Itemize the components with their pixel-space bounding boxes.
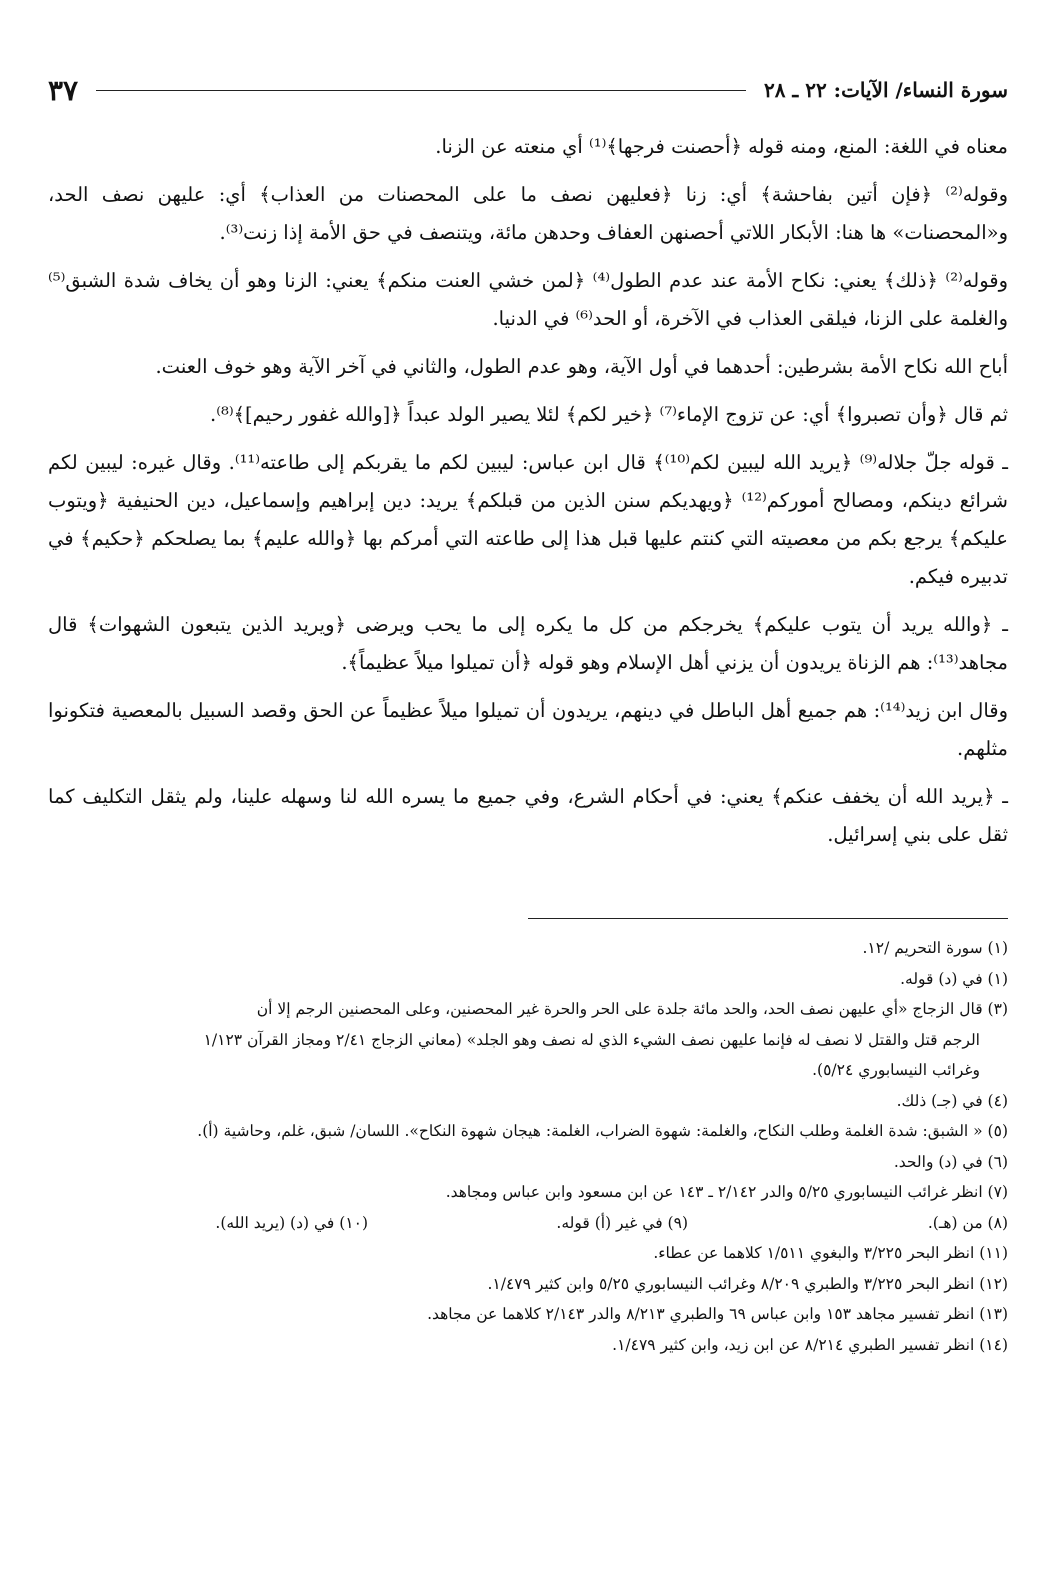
footnote: (١٤) انظر تفسير الطبري ٨/٢١٤ عن ابن زيد، وابن كثير ١/٤٧٩. — [612, 1335, 1008, 1354]
paragraph: ـ ﴿والله يريد أن يتوب عليكم﴾ يخرجكم من كل ما يكره إلى ما يحب ويرضى ﴿ويريد الذين يتبعون الشهوات﴾ قال مجاهد⁽¹³⁾: هم الزناة يريدون أن يزني أهل الإسلام وهو قوله ﴿أن تميلوا ميلاً عظيماً﴾. — [48, 613, 1008, 674]
book-page — [48, 70, 1008, 1543]
footnote: (٧) انظر غرائب النيسابوري ٥/٢٥ والدر ٢/١٤٢ ـ ١٤٣ عن ابن مسعود وابن عباس ومجاهد. — [445, 1183, 1008, 1201]
footnotes — [48, 933, 1008, 1360]
paragraph: ـ ﴿يريد الله أن يخفف عنكم﴾ يعني: في أحكام الشرع، وفي جميع ما يسره الله لنا وسهله علينا، ولم يثقل التكليف كما ثقل على بني إسرائيل. — [48, 785, 1008, 846]
footnote: (١١) انظر البحر ٣/٢٢٥ والبغوي ١/٥١١ كلاهما عن عطاء. — [653, 1244, 1008, 1262]
main-text — [48, 128, 1008, 854]
paragraph: وقوله⁽²⁾ ﴿ذلك﴾ يعني: نكاح الأمة عند عدم الطول⁽⁴⁾ ﴿لمن خشي العنت منكم﴾ يعني: الزنا وهو أن يخاف شدة الشبق⁽⁵⁾ والغلمة على الزنا، فيلقى العذاب في الآخرة، أو الحد⁽⁶⁾ في الدنيا. — [48, 269, 1009, 330]
paragraph: معناه في اللغة: المنع، ومنه قوله ﴿أحصنت فرجها﴾⁽¹⁾ أي منعته عن الزنا. — [435, 135, 1008, 158]
footnote: (٨) من (هـ). — [927, 1213, 1008, 1232]
footnote-continuation: وغرائب النيسابوري ٥/٢٤). — [812, 1061, 980, 1079]
footnote: (٤) في (جـ) ذلك. — [896, 1091, 1008, 1110]
footnote: (١٠) في (د) (يريد الله). — [215, 1213, 368, 1232]
header-rule — [96, 90, 746, 91]
footnote: (٥) « الشبق: شدة الغلمة وطلب النكاح، والغلمة: شهوة الضراب، الغلمة: هيجان شهوة النكاح». اللسان/ شبق، غلم، وحاشية (أ). — [197, 1122, 1008, 1140]
paragraph: أباح الله نكاح الأمة بشرطين: أحدهما في أول الآية، وهو عدم الطول، والثاني في آخر الآية وهو خوف العنت. — [155, 355, 1008, 378]
paragraph: ثم قال ﴿وأن تصبروا﴾ أي: عن تزوج الإماء⁽⁷⁾ ﴿خير لكم﴾ لئلا يصير الولد عبداً ﴿[والله غفور رحيم]﴾⁽⁸⁾. — [210, 403, 1008, 426]
paragraph: ـ قوله جلّ جلاله⁽⁹⁾ ﴿يريد الله ليبين لكم⁽¹⁰⁾﴾ قال ابن عباس: ليبين لكم ما يقربكم إلى طاعته⁽¹¹⁾. وقال غيره: ليبين لكم شرائع دينكم، ومصالح أموركم⁽¹²⁾ ﴿ويهديكم سنن الذين من قبلكم﴾ يريد: دين إبراهيم وإسماعيل، دين الحنيفية ﴿ويتوب عليكم﴾ يرجع بكم من معصيته التي كنتم عليها قبل هذا إلى طاعته التي أمركم بها ﴿والله عليم﴾ بما يصلحكم ﴿حكيم﴾ في تدبيره فيكم. — [48, 451, 1009, 588]
footnote-row — [48, 1208, 1008, 1239]
footnote: (٦) في (د) والحد. — [893, 1152, 1008, 1171]
footnote: (٣) قال الزجاج «أي عليهن نصف الحد، والحد مائة جلدة على الحر والحرة غير المحصنين، وعلى المحصنين الرجم إلا أن — [256, 1000, 1008, 1018]
footnote-separator — [528, 918, 1008, 919]
surah-title: سورة النساء/ الآيات: ٢٢ ـ ٢٨ — [763, 78, 1008, 102]
footnote: (٩) في غير (أ) قوله. — [556, 1213, 688, 1232]
footnote: (١٣) انظر تفسير مجاهد ١٥٣ وابن عباس ٦٩ والطبري ٨/٢١٣ والدر ٢/١٤٣ كلاهما عن مجاهد. — [427, 1305, 1008, 1323]
page-number: ٣٧ — [48, 73, 79, 107]
footnote: (١) في (د) قوله. — [900, 969, 1008, 988]
footnote: (١٢) انظر البحر ٣/٢٢٥ والطبري ٨/٢٠٩ وغرائب النيسابوري ٥/٢٥ وابن كثير ١/٤٧٩. — [487, 1274, 1008, 1293]
paragraph: وقال ابن زيد⁽¹⁴⁾: هم جميع أهل الباطل في دينهم، يريدون أن تميلوا ميلاً عظيماً عن الحق وقصد السبيل بالمعصية فتكونوا مثلهم. — [48, 699, 1008, 760]
running-header — [48, 70, 1008, 110]
footnote: (١) سورة التحريم /١٢. — [862, 939, 1008, 957]
paragraph: وقوله⁽²⁾ ﴿فإن أتين بفاحشة﴾ أي: زنا ﴿فعليهن نصف ما على المحصنات من العذاب﴾ أي: عليهن نصف الحد، و«المحصنات» ها هنا: الأبكار اللاتي أحصنهن العفاف وحدهن مائة، ويتنصف في حق الأمة إذا زنت⁽³⁾. — [48, 183, 1008, 244]
footnote-continuation: الرجم قتل والقتل لا نصف له فإنما عليهن نصف الشيء الذي له نصف وهو الجلد» (معاني الزجاج ٢/٤١ ومجاز القرآن ١/١٢٣ — [203, 1030, 980, 1049]
